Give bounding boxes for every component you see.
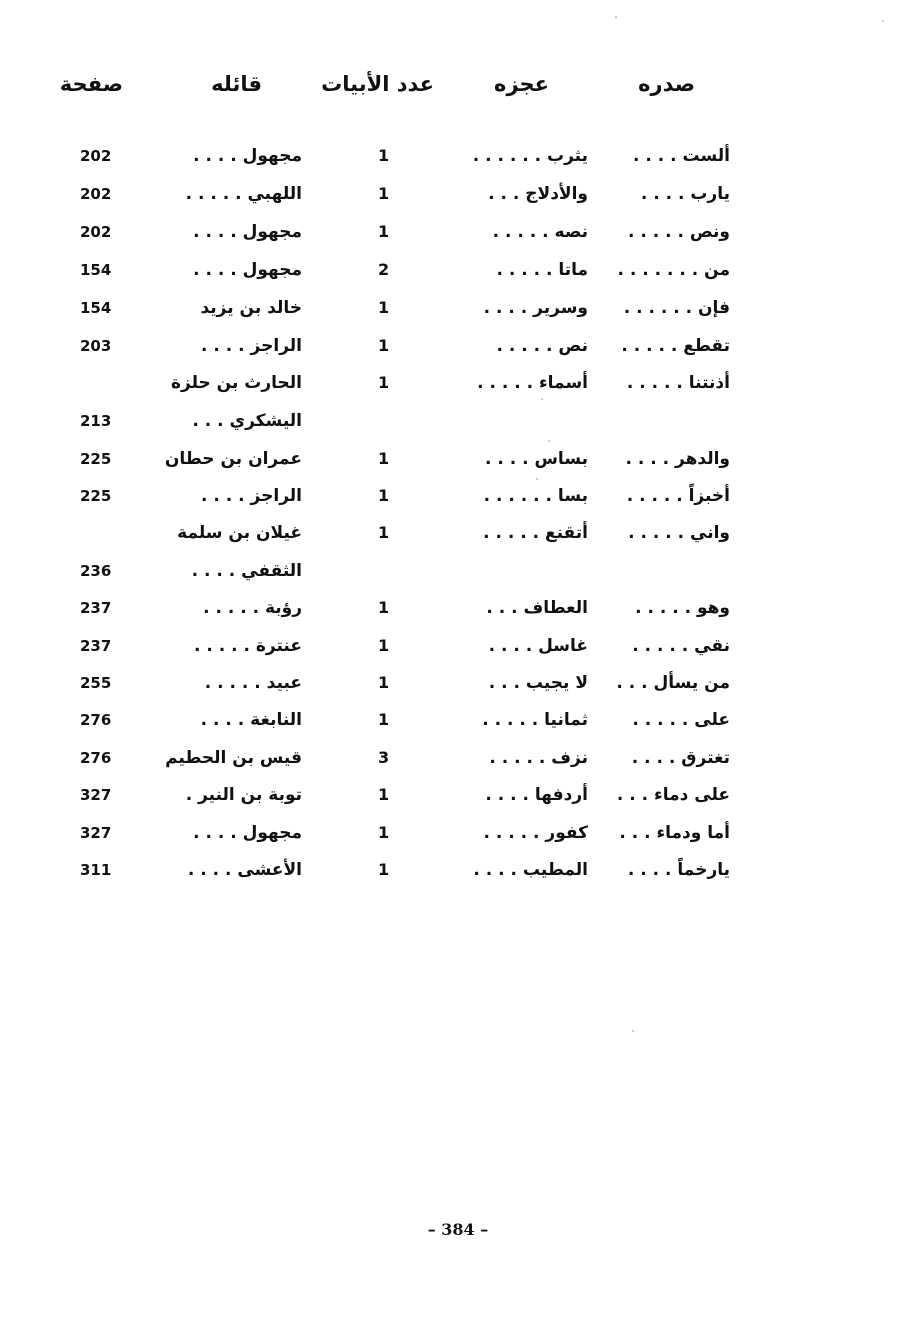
cell-verse-count: 1: [378, 636, 390, 655]
cell-verse-count: 1: [378, 373, 390, 392]
cell-poet: خالد بن يزيد: [200, 298, 302, 318]
page-number: – 384 –: [427, 1220, 489, 1239]
cell-verse-count: 1: [378, 449, 390, 468]
cell-ajz: المطيب . . . .: [473, 860, 588, 880]
cell-ajz: العطاف . . .: [486, 598, 588, 618]
cell-sadr: نقي . . . . .: [632, 636, 730, 656]
scan-speck: [536, 478, 538, 480]
cell-page: 237: [80, 637, 112, 655]
cell-page: 154: [80, 299, 112, 317]
cell-verse-count: 1: [378, 184, 390, 203]
header-poet: قائله: [211, 72, 262, 96]
scan-speck: [548, 440, 550, 442]
scan-speck: [615, 16, 617, 18]
cell-sadr: يارب . . . .: [640, 184, 730, 204]
cell-poet: الحارث بن حلزة: [170, 373, 302, 393]
header-ajz: عجزه: [494, 72, 549, 96]
cell-sadr: من يسأل . . .: [616, 673, 730, 693]
cell-verse-count: 1: [378, 298, 390, 317]
cell-poet: قيس بن الحطيم: [165, 748, 302, 768]
cell-poet: اليشكري . . .: [192, 411, 302, 431]
cell-page: 276: [80, 711, 112, 729]
cell-poet: الراجز . . . .: [201, 336, 302, 356]
cell-sadr: أذنتنا . . . . .: [626, 373, 730, 393]
cell-sadr: تقطع . . . . .: [621, 336, 730, 356]
cell-verse-count: 1: [378, 222, 390, 241]
cell-page: 311: [80, 861, 112, 879]
cell-sadr: وهو . . . . .: [635, 598, 730, 618]
cell-ajz: نزف . . . . .: [489, 748, 588, 768]
cell-page: 255: [80, 674, 112, 692]
cell-ajz: ثمانيا . . . . .: [482, 710, 588, 730]
cell-page: 203: [80, 337, 112, 355]
cell-ajz: بساس . . . .: [484, 449, 588, 469]
cell-verse-count: 1: [378, 673, 390, 692]
cell-poet: عبيد . . . . .: [204, 673, 302, 693]
scan-speck: [541, 398, 543, 400]
cell-page: 327: [80, 824, 112, 842]
cell-verse-count: 3: [378, 748, 390, 767]
cell-poet: النابغة . . . .: [200, 710, 302, 730]
cell-sadr: تغترق . . . .: [631, 748, 730, 768]
cell-page: 237: [80, 599, 112, 617]
cell-verse-count: 1: [378, 598, 390, 617]
cell-poet: مجهول . . . .: [193, 146, 302, 166]
cell-poet: الراجز . . . .: [201, 486, 302, 506]
cell-ajz: وسرير . . . .: [483, 298, 588, 318]
header-count: عدد الأبيات: [321, 72, 434, 96]
cell-sadr: فإن . . . . . .: [623, 298, 730, 318]
cell-ajz: أردفها . . . .: [485, 785, 588, 805]
cell-poet: غيلان بن سلمة: [177, 523, 302, 543]
cell-sadr: يارخماً . . . .: [627, 860, 730, 880]
cell-sadr: على دماء . . .: [616, 785, 730, 805]
cell-verse-count: 1: [378, 785, 390, 804]
cell-verse-count: 1: [378, 486, 390, 505]
cell-ajz: يثرب . . . . . .: [472, 146, 588, 166]
cell-poet: رؤبة . . . . .: [203, 598, 302, 618]
cell-page: 225: [80, 487, 112, 505]
cell-ajz: بسا . . . . . .: [483, 486, 588, 506]
cell-sadr: أما ودماء . . .: [619, 823, 730, 843]
cell-verse-count: 1: [378, 823, 390, 842]
cell-poet: مجهول . . . .: [193, 222, 302, 242]
cell-ajz: ماتا . . . . .: [496, 260, 588, 280]
cell-page: 202: [80, 147, 112, 165]
cell-page: 327: [80, 786, 112, 804]
cell-page: 202: [80, 223, 112, 241]
cell-ajz: أسماء . . . . .: [477, 373, 588, 393]
cell-page: 154: [80, 261, 112, 279]
cell-sadr: على . . . . .: [632, 710, 730, 730]
cell-sadr: من . . . . . . .: [617, 260, 730, 280]
cell-poet: الأعشى . . . .: [187, 860, 302, 880]
cell-poet: مجهول . . . .: [193, 260, 302, 280]
cell-ajz: نصه . . . . .: [492, 222, 588, 242]
cell-poet: عنترة . . . . .: [194, 636, 302, 656]
cell-sadr: ألست . . . .: [632, 146, 730, 166]
cell-sadr: والدهر . . . .: [625, 449, 730, 469]
cell-ajz: كفور . . . . .: [483, 823, 588, 843]
header-page: صفحة: [59, 72, 123, 96]
cell-ajz: لا يجيب . . .: [488, 673, 588, 693]
cell-verse-count: 1: [378, 336, 390, 355]
cell-poet: توبة بن النير .: [185, 785, 302, 805]
cell-page: 202: [80, 185, 112, 203]
scan-speck: [632, 1030, 634, 1032]
cell-verse-count: 1: [378, 860, 390, 879]
cell-verse-count: 1: [378, 146, 390, 165]
cell-page: 236: [80, 562, 112, 580]
cell-verse-count: 1: [378, 710, 390, 729]
cell-poet: اللهبي . . . . .: [185, 184, 302, 204]
cell-poet: عمران بن حطان: [164, 449, 302, 469]
cell-ajz: والأدلاج . . .: [488, 184, 588, 204]
cell-poet: الثقفي . . . .: [191, 561, 302, 581]
cell-page: 213: [80, 412, 112, 430]
header-sadr: صدره: [638, 72, 695, 96]
cell-page: 225: [80, 450, 112, 468]
cell-ajz: غاسل . . . .: [488, 636, 588, 656]
cell-poet: مجهول . . . .: [193, 823, 302, 843]
cell-verse-count: 1: [378, 523, 390, 542]
cell-page: 276: [80, 749, 112, 767]
cell-sadr: واني . . . . .: [628, 523, 730, 543]
cell-ajz: نص . . . . .: [496, 336, 588, 356]
cell-sadr: ونص . . . . .: [627, 222, 730, 242]
cell-ajz: أتقنع . . . . .: [483, 523, 588, 543]
cell-sadr: أخبزاً . . . . .: [626, 486, 730, 506]
cell-verse-count: 2: [378, 260, 390, 279]
scan-speck: [882, 20, 884, 22]
